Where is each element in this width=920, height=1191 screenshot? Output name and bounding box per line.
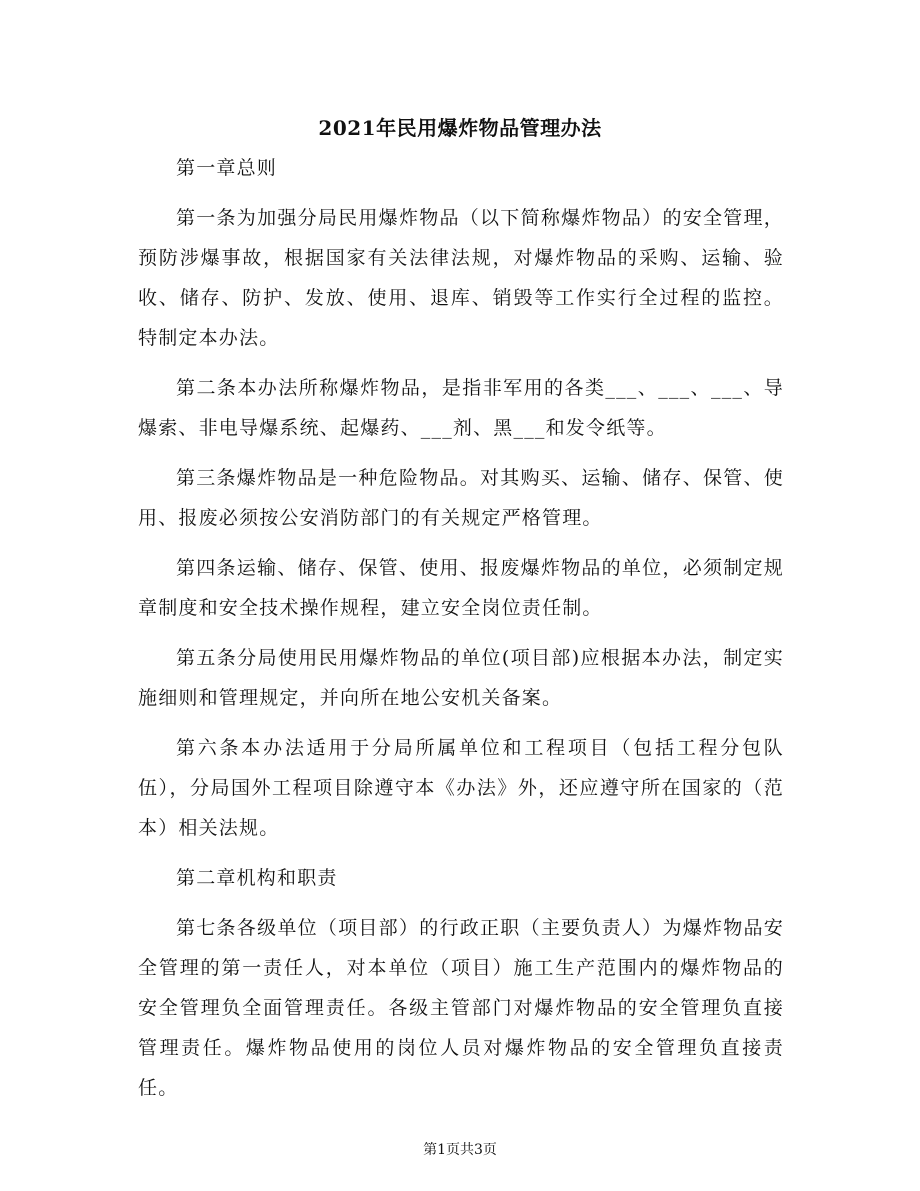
article-paragraph: 第二条本办法所称爆炸物品，是指非军用的各类___、___、___、导爆索、非电导爆系统、起爆药、___剂、黑___和发令纸等。 <box>138 377 784 439</box>
chapter-heading: 第一章总则 <box>176 157 278 179</box>
article-paragraph: 第五条分局使用民用爆炸物品的单位(项目部)应根据本办法，制定实施细则和管理规定，并向所在地公安机关备案。 <box>138 647 784 709</box>
article-paragraph: 第四条运输、储存、保管、使用、报废爆炸物品的单位，必须制定规章制度和安全技术操作规程，建立安全岗位责任制。 <box>138 557 784 619</box>
article-paragraph: 第一条为加强分局民用爆炸物品（以下简称爆炸物品）的安全管理，预防涉爆事故，根据国家有关法律法规，对爆炸物品的采购、运输、验收、储存、防护、发放、使用、退库、销毁等工作实行全过程的监控。特制定本办法。 <box>138 207 784 349</box>
article-paragraph: 第六条本办法适用于分局所属单位和工程项目（包括工程分包队伍），分局国外工程项目除遵守本《办法》外，还应遵守所在国家的（范本）相关法规。 <box>138 737 784 839</box>
document-title: 2021年民用爆炸物品管理办法 <box>318 116 602 140</box>
chapter-heading: 第二章机构和职责 <box>176 867 338 889</box>
article-paragraph: 第七条各级单位（项目部）的行政正职（主要负责人）为爆炸物品安全管理的第一责任人，对本单位（项目）施工生产范围内的爆炸物品的安全管理负全面管理责任。各级主管部门对爆炸物品的安全管理负直接管理责任。爆炸物品使用的岗位人员对爆炸物品的安全管理负直接责任。 <box>138 917 784 1099</box>
document-body <box>138 148 784 1118</box>
article-paragraph: 第三条爆炸物品是一种危险物品。对其购买、运输、储存、保管、使用、报废必须按公安消防部门的有关规定严格管理。 <box>138 467 784 529</box>
page-number: 第1页共3页 <box>423 1142 497 1158</box>
